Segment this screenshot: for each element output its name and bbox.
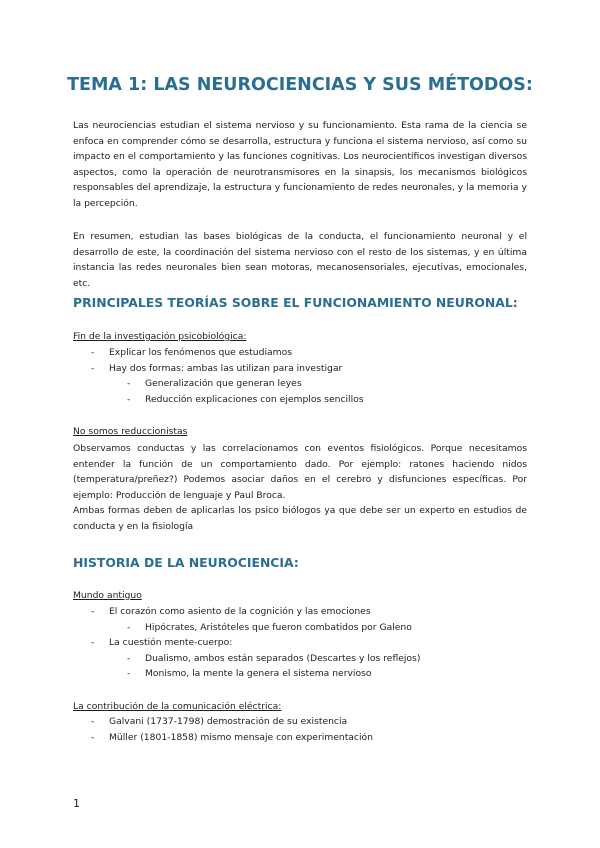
label-fin-investigacion: Fin de la investigación psicobiológica:	[73, 331, 247, 342]
page-number: 1	[73, 797, 80, 810]
intro-paragraph-2: En resumen, estudian las bases biológicas de la conducta, el funcionamiento neuronal y el desarrollo de este, la coordinación del sistema nervioso con el resto de los sistemas, y en última instancia las redes neuronales bien sean motoras, mecanosensoriales, ejecutivas, emocionales, etc.	[73, 231, 527, 289]
label-no-reduccionistas: No somos reduccionistas	[73, 426, 188, 437]
sub-list-item: Monismo, la mente la genera el sistema nervioso	[145, 668, 372, 679]
list-item: Müller (1801-1858) mismo mensaje con experimentación	[109, 732, 373, 743]
bullet-dash: -	[91, 606, 95, 617]
label-comunicacion-electrica: La contribución de la comunicación eléctrica:	[73, 701, 282, 712]
list-item: Hay dos formas: ambas las utilizan para investigar	[109, 363, 343, 374]
list-item: Galvani (1737-1798) demostración de su existencia	[109, 716, 348, 727]
reduccionistas-paragraph-2: Ambas formas deben de aplicarlas los psico biólogos ya que debe ser un experto en estudios de conducta y en la fisiología	[73, 505, 527, 532]
sub-list-item: Generalización que generan leyes	[145, 378, 302, 389]
bullet-dash: -	[127, 622, 131, 633]
bullet-dash: -	[127, 653, 131, 664]
bullet-dash: -	[91, 347, 95, 358]
section-heading-history: HISTORIA DE LA NEUROCIENCIA:	[73, 555, 299, 570]
section-heading-theories: PRINCIPALES TEORÍAS SOBRE EL FUNCIONAMIENTO NEURONAL:	[73, 295, 518, 310]
bullet-dash: -	[91, 716, 95, 727]
intro-paragraph-1: Las neurociencias estudian el sistema nervioso y su funcionamiento. Esta rama de la ciencia se enfoca en comprender cómo se desarrolla, estructura y funciona el sistema nervioso, así como su impacto en el comportamiento y las funciones cognitivas. Los neurocientíficos investigan diversos aspectos, como la operación de neurotransmisores en la sinapsis, los mecanismos biológicos responsables del aprendizaje, la estructura y funcionamiento de redes neuronales, y la memoria y la percepción.	[73, 120, 527, 209]
sub-list-item: Reducción explicaciones con ejemplos sencillos	[145, 394, 364, 405]
bullet-dash: -	[127, 668, 131, 679]
page-title: TEMA 1: LAS NEUROCIENCIAS Y SUS MÉTODOS:	[67, 75, 533, 95]
sub-list-item: Dualismo, ambos están separados (Descartes y los reflejos)	[145, 653, 421, 664]
list-item: El corazón como asiento de la cognición y las emociones	[109, 606, 371, 617]
sub-list-item: Hipócrates, Aristóteles que fueron combatidos por Galeno	[145, 622, 412, 633]
bullet-dash: -	[91, 732, 95, 743]
label-mundo-antiguo: Mundo antiguo	[73, 590, 142, 601]
bullet-dash: -	[91, 363, 95, 374]
bullet-dash: -	[127, 378, 131, 389]
reduccionistas-paragraph-1: Observamos conductas y las correlacionamos con eventos fisiológicos. Porque necesitamos entender la función de un comportamiento dado. Por ejemplo: ratones haciendo nidos (temperatura/preñez?) Podemos asociar daños en el cerebro y disfunciones específicas. Por ejemplo: Producción de lenguaje y Paul Broca.	[73, 443, 527, 501]
bullet-dash: -	[91, 637, 95, 648]
list-item: Explicar los fenómenos que estudiamos	[109, 347, 292, 358]
bullet-dash: -	[127, 394, 131, 405]
list-item: La cuestión mente-cuerpo:	[109, 637, 233, 648]
